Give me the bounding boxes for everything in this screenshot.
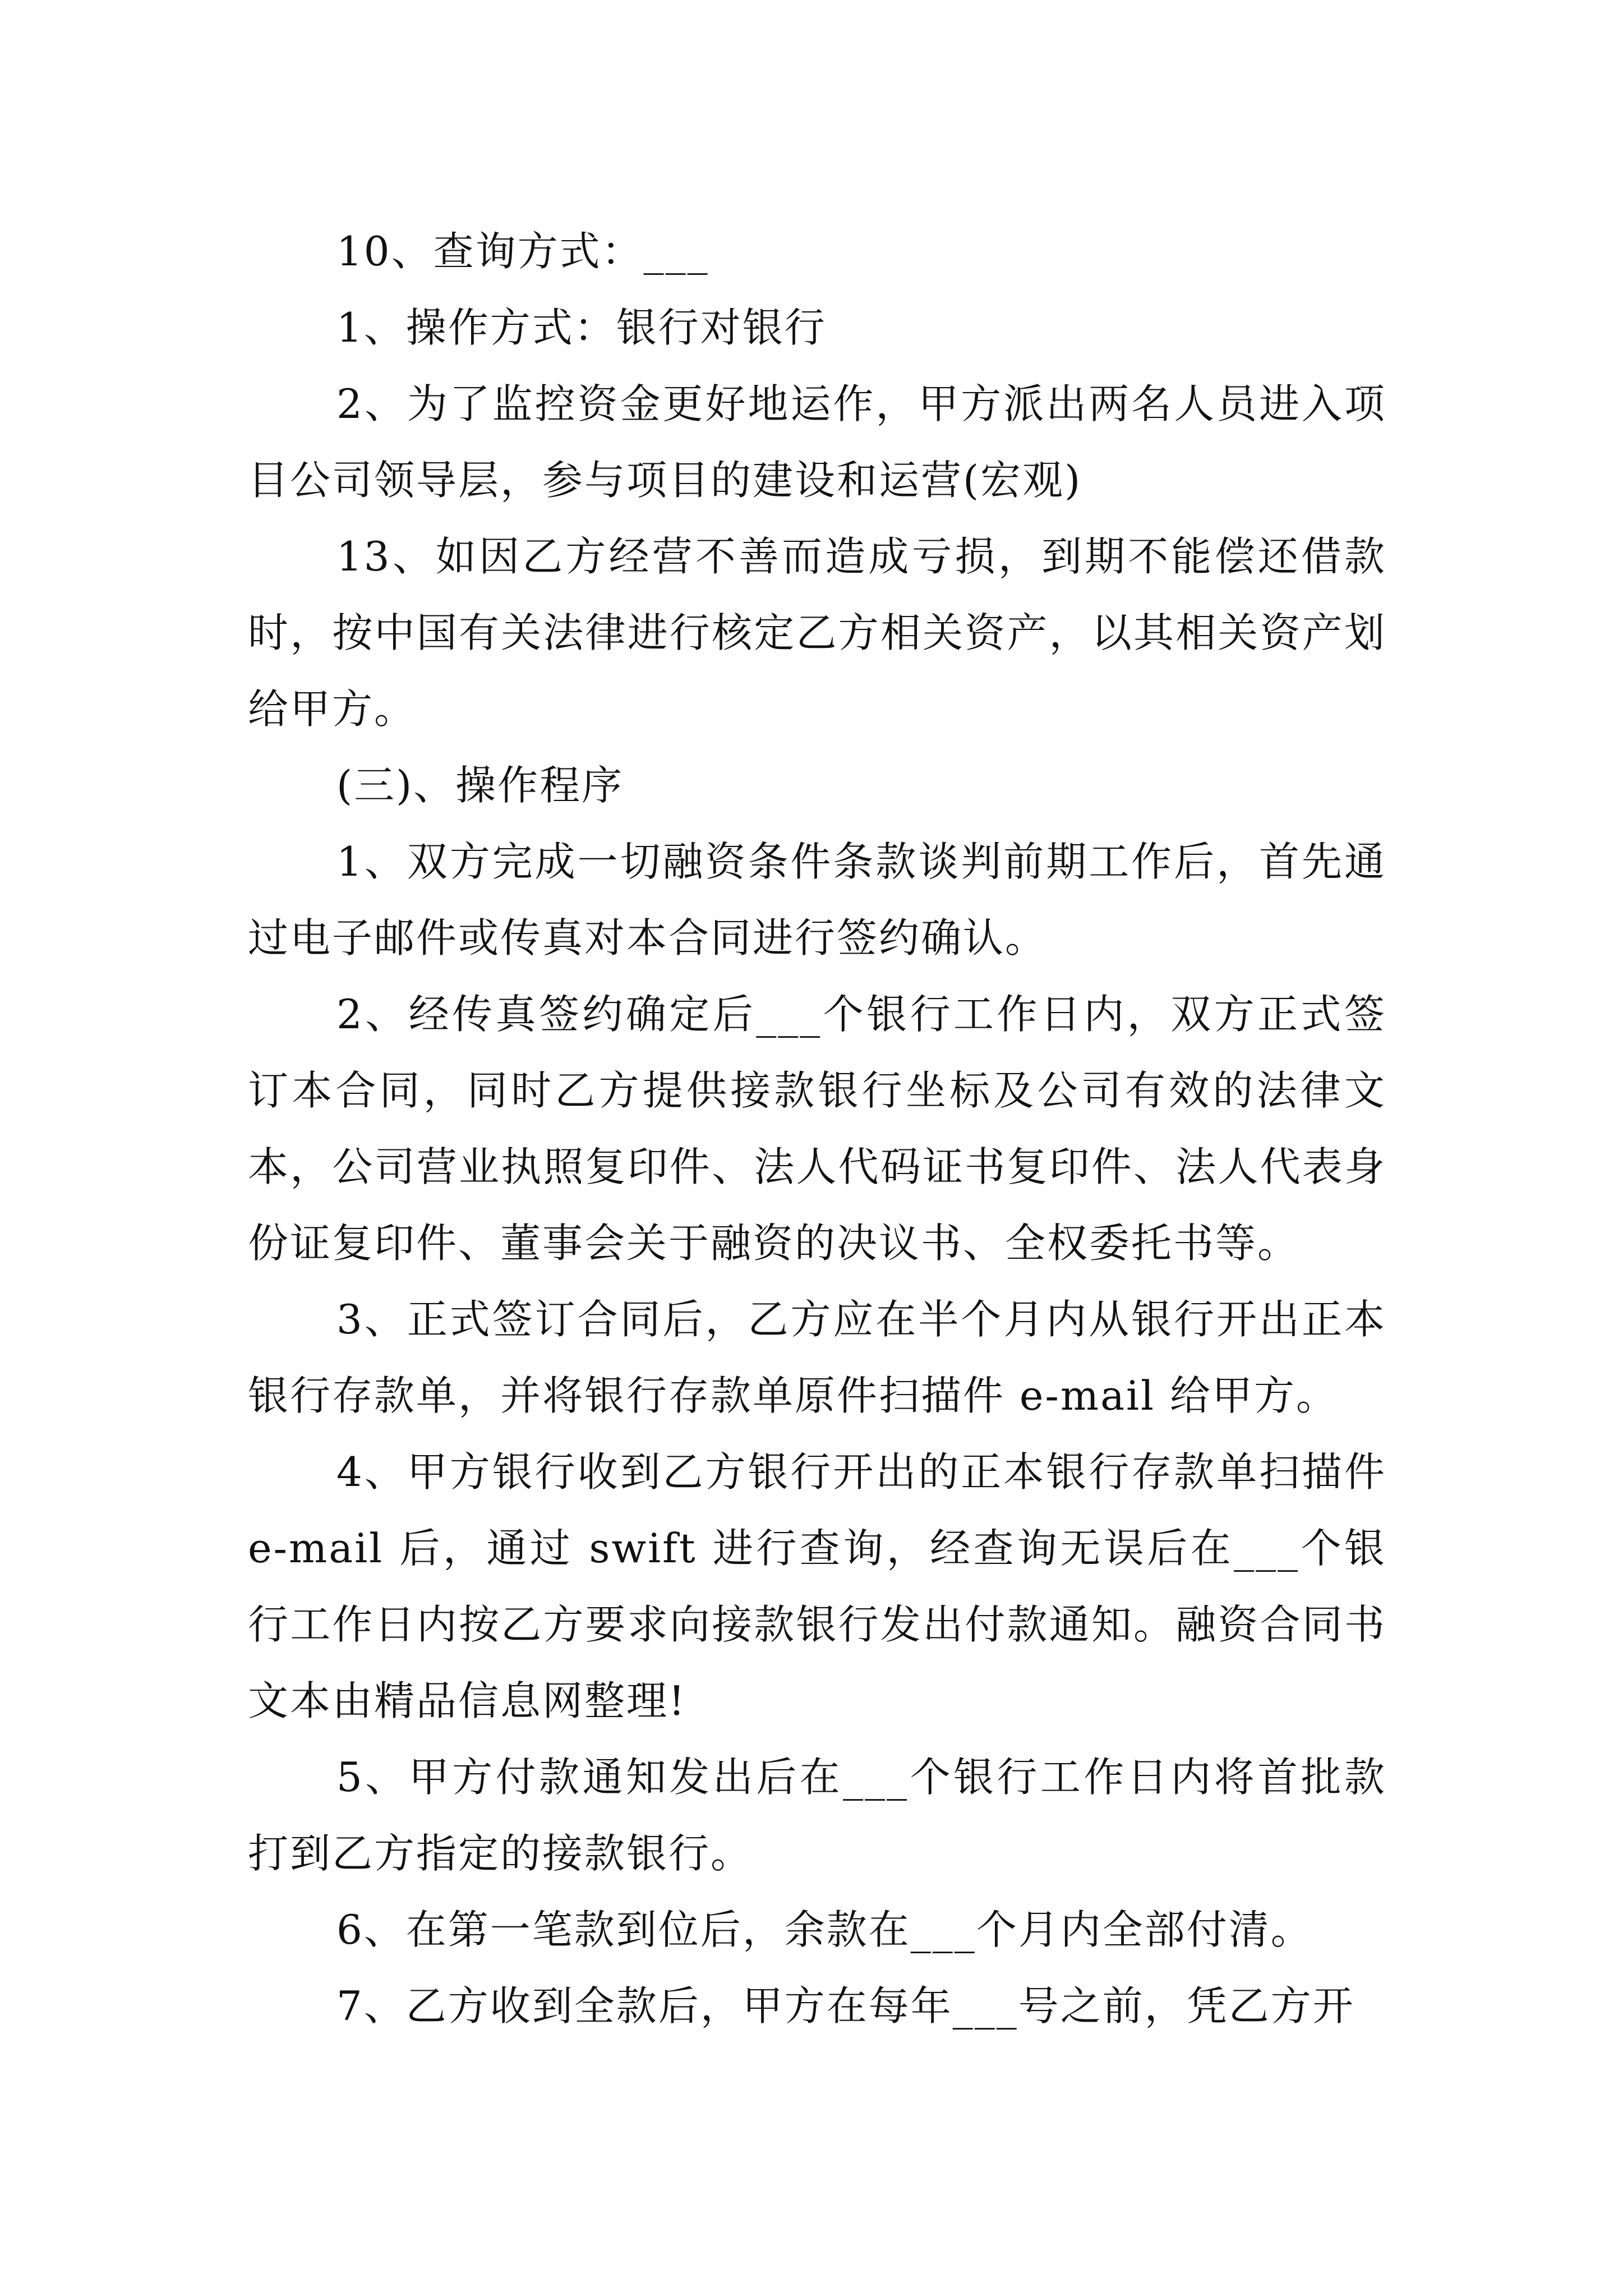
paragraph-step-5: 5、甲方付款通知发出后在___个银行工作日内将首批款打到乙方指定的接款银行。 [248, 1754, 1386, 1877]
paragraph-operation-method: 1、操作方式：银行对银行 [336, 304, 827, 351]
paragraph-query-method: 10、查询方式：___ [336, 228, 709, 275]
paragraph-step-1: 1、双方完成一切融资条件条款谈判前期工作后，首先通过电子邮件或传真对本合同进行签约确认。 [248, 838, 1386, 961]
paragraph-loss-clause: 13、如因乙方经营不善而造成亏损，到期不能偿还借款时，按中国有关法律进行核定乙方相关资产，以其相关资产划给甲方。 [248, 533, 1386, 733]
paragraph-step-6: 6、在第一笔款到位后，余款在___个月内全部付清。 [336, 1906, 1313, 1953]
paragraph-step-2: 2、经传真签约确定后___个银行工作日内，双方正式签订本合同，同时乙方提供接款银行坐标及公司有效的法律文本，公司营业执照复印件、法人代码证书复印件、法人代表身份证复印件、董事会关于融资的决议书、全权委托书等。 [248, 991, 1386, 1267]
document-body [248, 213, 1386, 2044]
paragraph-step-4: 4、甲方银行收到乙方银行开出的正本银行存款单扫描件 e-mail 后，通过 swift 进行查询，经查询无误后在___个银行工作日内按乙方要求向接款银行发出付款通知。融资合同书文本由精品信息网整理! [248, 1448, 1386, 1724]
paragraph-fund-monitoring: 2、为了监控资金更好地运作，甲方派出两名人员进入项目公司领导层，参与项目的建设和运营(宏观) [248, 380, 1386, 504]
section-heading-procedure: (三)、操作程序 [336, 762, 624, 809]
paragraph-step-7: 7、乙方收到全款后，甲方在每年___号之前，凭乙方开 [336, 1982, 1355, 2030]
paragraph-step-3: 3、正式签订合同后，乙方应在半个月内从银行开出正本银行存款单，并将银行存款单原件扫描件 e-mail 给甲方。 [248, 1296, 1386, 1419]
